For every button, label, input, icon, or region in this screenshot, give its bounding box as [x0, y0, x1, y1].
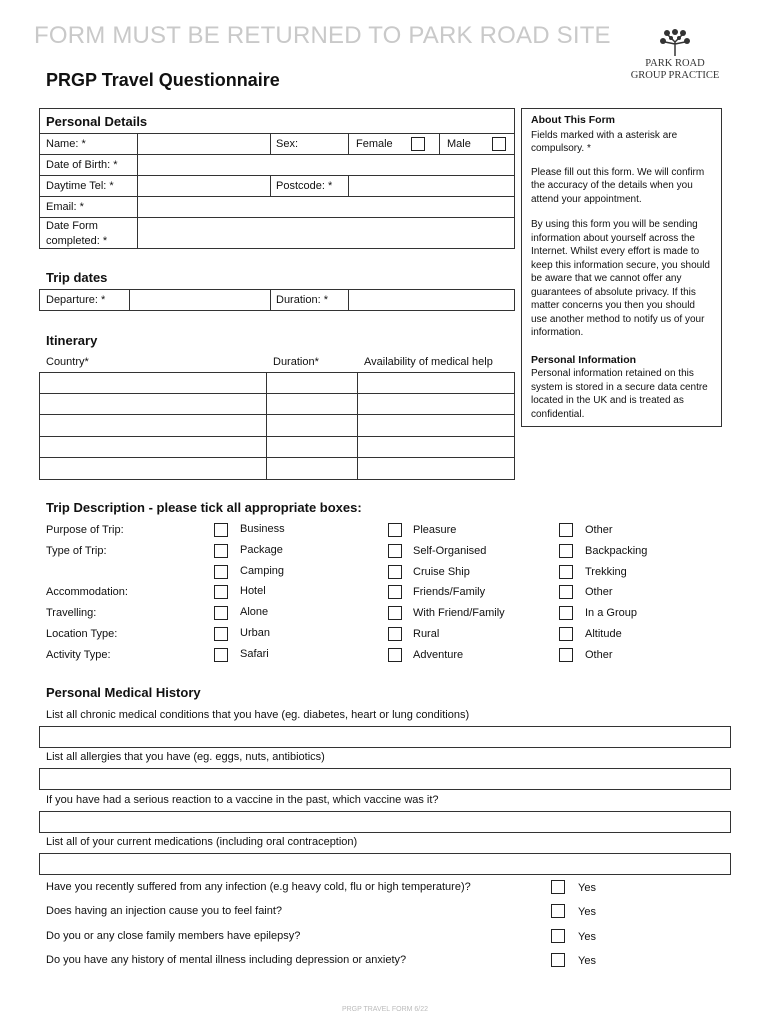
yes-checkbox[interactable] — [551, 904, 565, 918]
itinerary-col-country: Country* — [46, 356, 89, 368]
trip-option-checkbox[interactable] — [559, 544, 573, 558]
female-checkbox[interactable] — [411, 137, 425, 151]
dob-label: Date of Birth: * — [46, 159, 118, 171]
trip-option-label: Other — [585, 524, 613, 536]
name-label: Name: * — [46, 138, 86, 150]
practice-logo — [620, 28, 730, 82]
yes-label: Yes — [578, 931, 596, 943]
trip-option-label: Self-Organised — [413, 545, 487, 557]
trip-description-heading: Trip Description - please tick all appropriate boxes: — [46, 500, 362, 515]
trip-option-label: With Friend/Family — [413, 607, 505, 619]
trip-option-label: Pleasure — [413, 524, 457, 536]
trip-option-checkbox[interactable] — [214, 627, 228, 641]
itinerary-col-medical: Availability of medical help — [364, 356, 493, 368]
logo-line-1: PARK ROAD — [645, 58, 705, 69]
itinerary-country-cells[interactable] — [40, 373, 266, 479]
tel-input[interactable] — [138, 176, 269, 195]
male-checkbox[interactable] — [492, 137, 506, 151]
trip-option-checkbox[interactable] — [388, 627, 402, 641]
footer-code: PRGP TRAVEL FORM 6/22 — [341, 1006, 429, 1013]
about-p1: Fields marked with a asterisk are compulsory. * — [531, 129, 678, 154]
name-input[interactable] — [138, 134, 269, 153]
date-completed-label-1: Date Form — [46, 220, 98, 232]
trip-option-label: Cruise Ship — [413, 566, 470, 578]
chronic-conditions-input[interactable] — [39, 726, 731, 748]
trip-option-checkbox[interactable] — [388, 648, 402, 662]
allergies-input[interactable] — [39, 768, 731, 790]
page-title: PRGP Travel Questionnaire — [46, 70, 280, 90]
trip-option-checkbox[interactable] — [559, 523, 573, 537]
dob-input[interactable] — [138, 155, 514, 174]
return-banner: FORM MUST BE RETURNED TO PARK ROAD SITE — [34, 22, 611, 49]
trip-row-label: Location Type: — [46, 628, 118, 640]
trip-row-label: Accommodation: — [46, 586, 128, 598]
male-label: Male — [447, 138, 471, 150]
trip-option-label: Urban — [240, 627, 270, 639]
trip-option-checkbox[interactable] — [388, 523, 402, 537]
medical-yes-question: Do you have any history of mental illness including depression or anxiety? — [46, 954, 407, 966]
postcode-input[interactable] — [349, 176, 514, 195]
trip-option-label: Other — [585, 649, 613, 661]
chronic-conditions-question: List all chronic medical conditions that you have (eg. diabetes, heart or lung conditions) — [46, 709, 470, 721]
trip-option-label: Hotel — [240, 585, 266, 597]
trip-option-label: Backpacking — [585, 545, 648, 557]
trip-row-label: Purpose of Trip: — [46, 524, 124, 536]
trip-option-checkbox[interactable] — [388, 606, 402, 620]
trip-option-checkbox[interactable] — [214, 648, 228, 662]
trip-option-checkbox[interactable] — [559, 565, 573, 579]
vaccine-reaction-question: If you have had a serious reaction to a vaccine in the past, which vaccine was it? — [46, 794, 439, 806]
trip-option-label: Safari — [240, 648, 269, 660]
departure-input[interactable] — [130, 290, 269, 310]
trip-option-label: Alone — [240, 606, 269, 618]
email-label: Email: * — [46, 201, 84, 213]
trip-option-label: Altitude — [585, 628, 622, 640]
trip-option-checkbox[interactable] — [214, 585, 228, 599]
allergies-question: List all allergies that you have (eg. eggs, nuts, antibiotics) — [46, 751, 325, 763]
yes-checkbox[interactable] — [551, 880, 565, 894]
about-p3: By using this form you will be sending information about yourself across the Internet. Whilst every effort is made to keep this information secure, you should be aware that we cannot offer any guarantees of absolute privacy. If this matter concerns you then you should use another method to notify us of your information. — [531, 219, 710, 338]
date-completed-label-2: completed: * — [46, 235, 108, 247]
medical-yes-question: Does having an injection cause you to feel faint? — [46, 905, 283, 917]
itinerary-heading: Itinerary — [46, 333, 98, 348]
trip-option-checkbox[interactable] — [388, 544, 402, 558]
vaccine-reaction-input[interactable] — [39, 811, 731, 833]
about-heading: About This Form — [531, 114, 615, 126]
itinerary-medical-cells[interactable] — [358, 373, 514, 479]
yes-label: Yes — [578, 882, 596, 894]
trip-option-label: Friends/Family — [413, 586, 486, 598]
about-p4: Personal information retained on this system is stored in a secure data centre located in the UK and is treated as confidential. — [531, 368, 708, 420]
itinerary-col-duration: Duration* — [273, 356, 319, 368]
trip-option-label: Package — [240, 544, 283, 556]
about-p2: Please fill out this form. We will confirm the accuracy of the details when you attend your appointment. — [531, 166, 705, 205]
personal-info-heading: Personal Information — [531, 353, 637, 366]
trip-option-label: Trekking — [585, 566, 627, 578]
departure-label: Departure: * — [46, 294, 106, 306]
trip-option-checkbox[interactable] — [559, 648, 573, 662]
trip-row-label: Travelling: — [46, 607, 97, 619]
yes-label: Yes — [578, 955, 596, 967]
medications-input[interactable] — [39, 853, 731, 875]
trip-option-label: In a Group — [585, 607, 637, 619]
sex-label: Sex: — [276, 138, 299, 150]
duration-input[interactable] — [349, 290, 514, 310]
trip-option-checkbox[interactable] — [214, 523, 228, 537]
trip-option-label: Rural — [413, 628, 440, 640]
trip-option-label: Camping — [240, 565, 285, 577]
trip-row-label: Type of Trip: — [46, 545, 107, 557]
trip-option-checkbox[interactable] — [214, 544, 228, 558]
medical-yes-question: Have you recently suffered from any infection (e.g heavy cold, flu or high temperature)? — [46, 881, 471, 893]
trip-option-label: Other — [585, 586, 613, 598]
trip-option-label: Adventure — [413, 649, 464, 661]
tree-logo-icon — [655, 28, 695, 58]
trip-option-checkbox[interactable] — [559, 627, 573, 641]
email-input[interactable] — [138, 197, 514, 216]
yes-checkbox[interactable] — [551, 953, 565, 967]
itinerary-duration-cells[interactable] — [267, 373, 357, 479]
trip-option-checkbox[interactable] — [559, 606, 573, 620]
trip-option-checkbox[interactable] — [559, 585, 573, 599]
duration-label: Duration: * — [276, 294, 328, 306]
medical-yes-question: Do you or any close family members have epilepsy? — [46, 930, 301, 942]
trip-option-checkbox[interactable] — [214, 565, 228, 579]
trip-option-label: Business — [240, 523, 285, 535]
trip-dates-heading: Trip dates — [46, 270, 108, 285]
female-label: Female — [356, 138, 393, 150]
trip-option-checkbox[interactable] — [214, 606, 228, 620]
logo-line-2: GROUP PRACTICE — [630, 70, 720, 81]
personal-details-heading: Personal Details — [46, 114, 148, 129]
yes-label: Yes — [578, 906, 596, 918]
medical-history-heading: Personal Medical History — [46, 685, 201, 700]
yes-checkbox[interactable] — [551, 929, 565, 943]
trip-row-label: Activity Type: — [46, 649, 111, 661]
medications-question: List all of your current medications (including oral contraception) — [46, 836, 358, 848]
postcode-label: Postcode: * — [276, 180, 333, 192]
trip-option-checkbox[interactable] — [388, 585, 402, 599]
trip-option-checkbox[interactable] — [388, 565, 402, 579]
about-form-panel — [521, 108, 722, 427]
date-completed-input[interactable] — [138, 218, 514, 248]
tel-label: Daytime Tel: * — [46, 180, 114, 192]
